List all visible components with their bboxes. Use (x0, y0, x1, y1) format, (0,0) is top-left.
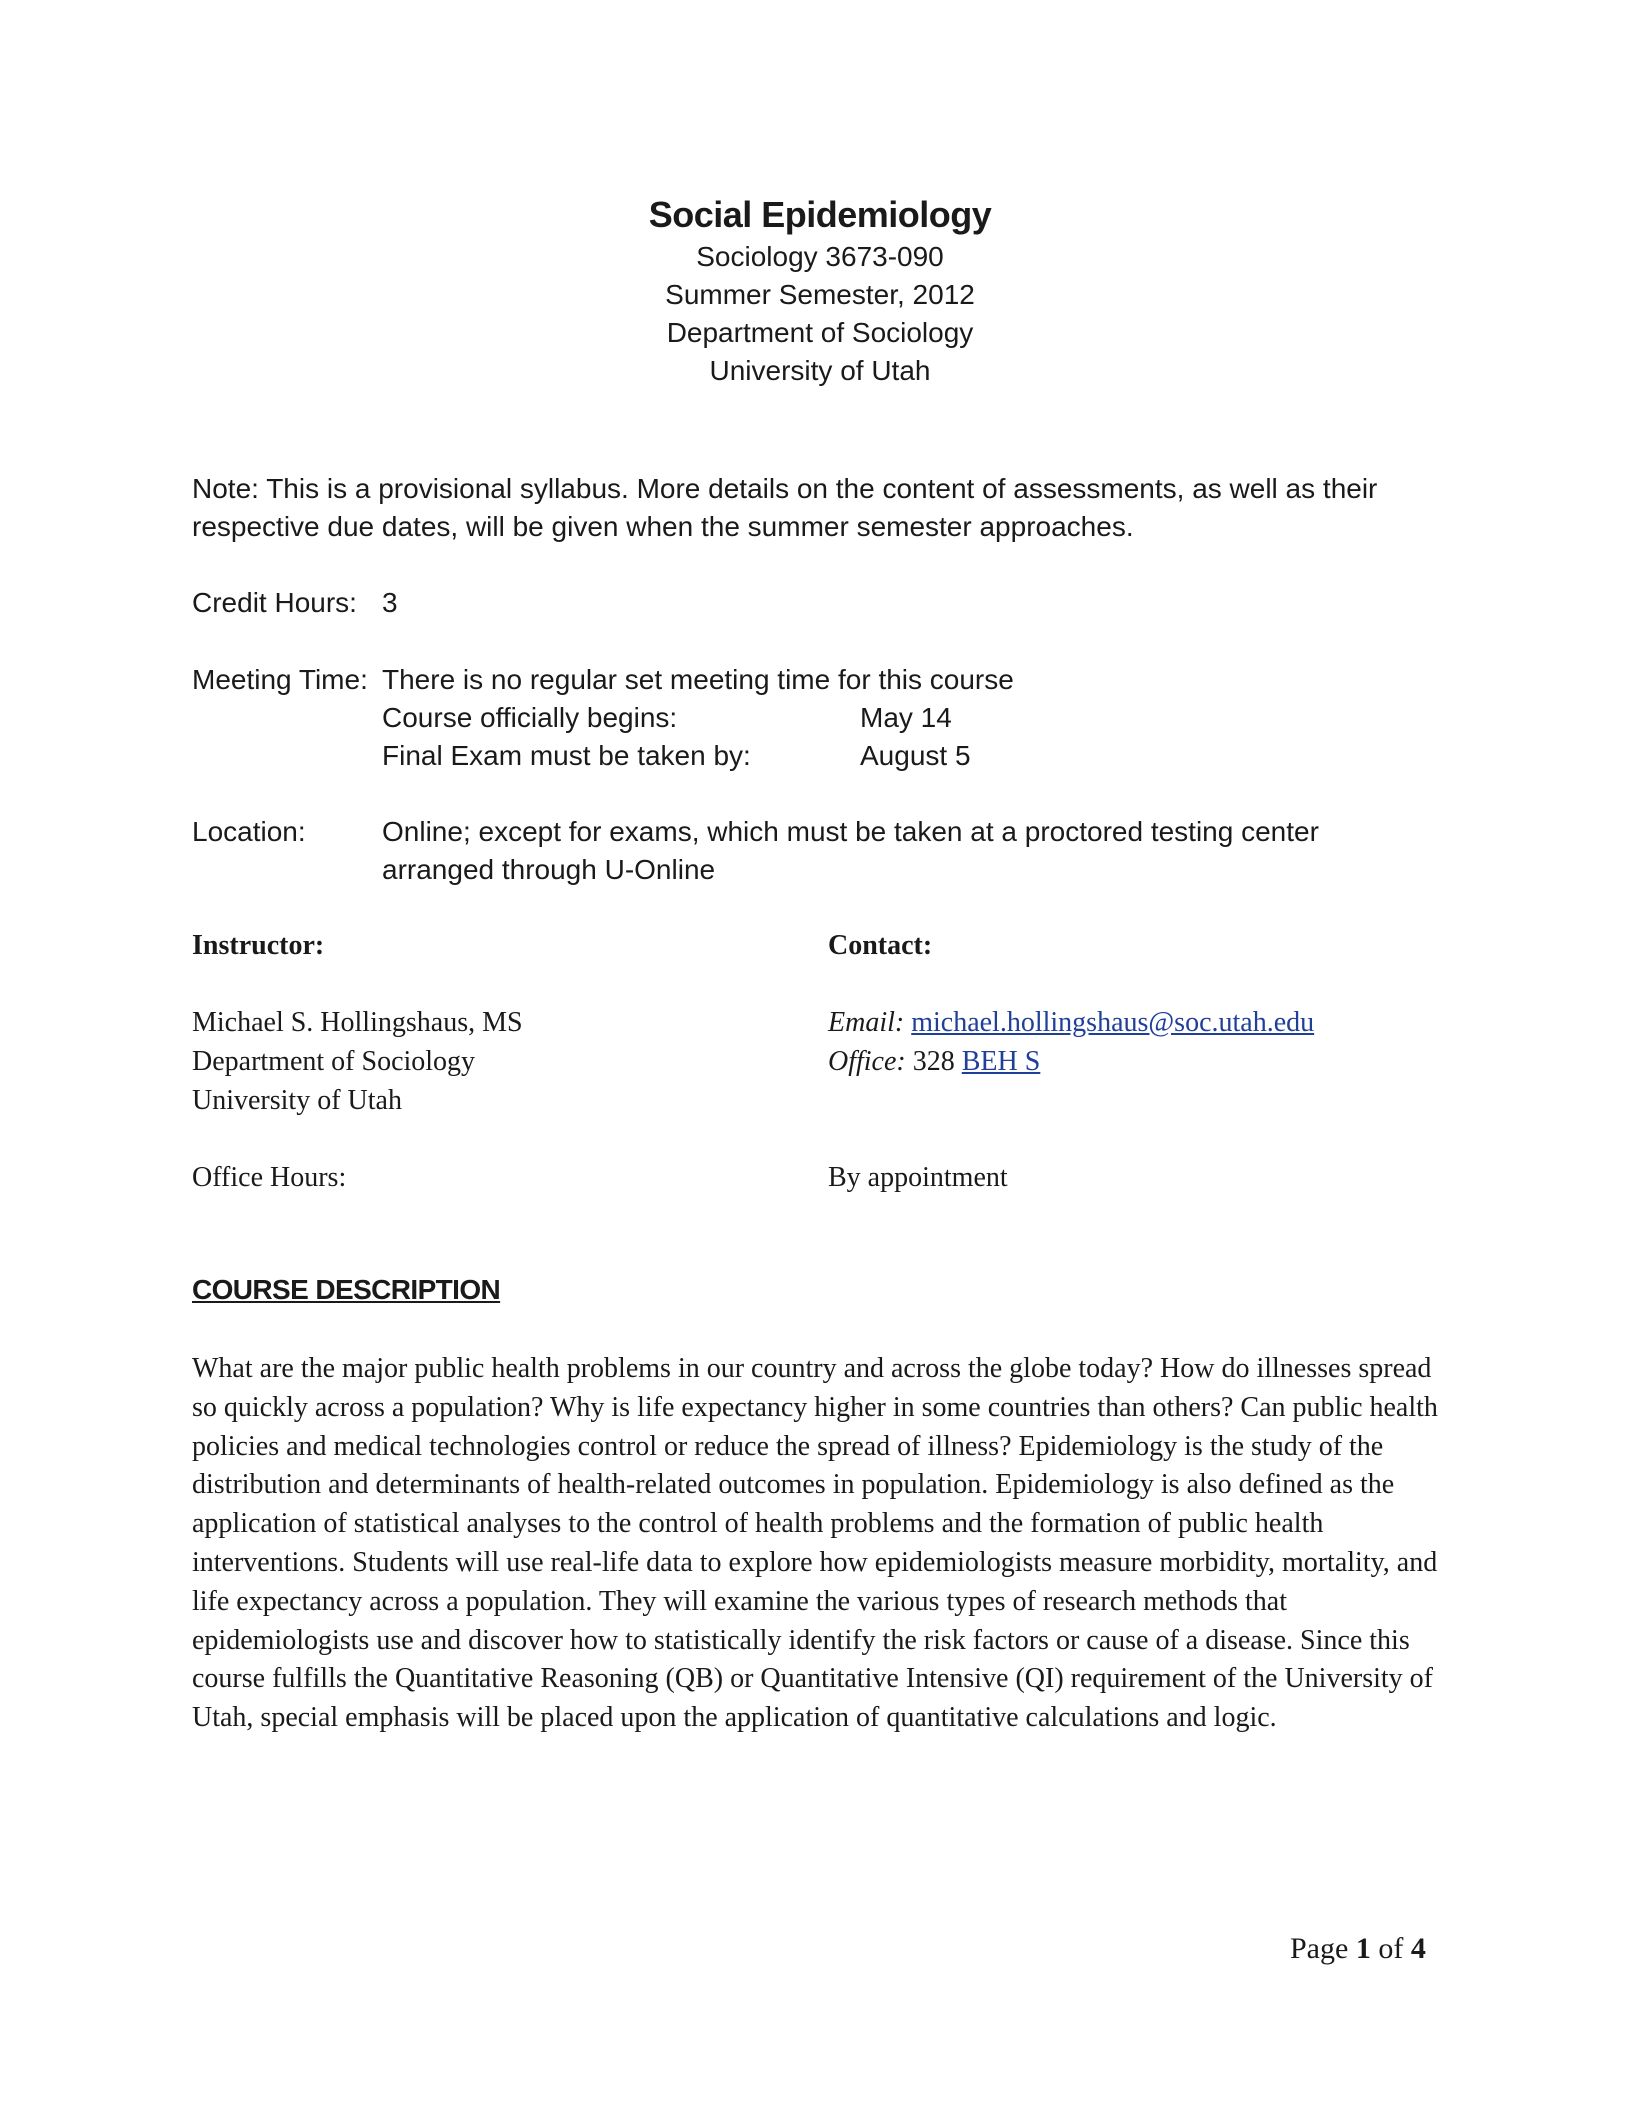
syllabus-header (0, 192, 1640, 390)
course-number: Sociology 3673-090 (696, 241, 944, 272)
final-exam-deadline (382, 737, 971, 775)
contact-info (828, 1003, 1314, 1081)
instructor-name: Michael S. Hollingshaus, MS (192, 1007, 523, 1038)
page-number (1290, 1932, 1426, 1966)
course-description (192, 1350, 1442, 1738)
total-pages: 4 (1410, 1932, 1426, 1965)
final-exam-label: Final Exam must be taken by: (382, 740, 751, 771)
current-page: 1 (1355, 1932, 1371, 1965)
location-value: Online; except for exams, which must be taken at a proctored testing center arranged through U-Online (382, 816, 1319, 885)
office-label: Office: (828, 1046, 906, 1077)
semester: Summer Semester, 2012 (665, 279, 975, 310)
department: Department of Sociology (666, 317, 974, 348)
meeting-time-value: There is no regular set meeting time for this course (382, 664, 1014, 695)
email-label: Email: (828, 1007, 905, 1038)
credit-hours (192, 584, 398, 622)
office-hours-label: Office Hours: (192, 1162, 347, 1193)
contact-heading: Contact: (828, 930, 933, 961)
course-description-heading: COURSE DESCRIPTION (192, 1274, 501, 1305)
office-hours-value: By appointment (828, 1162, 1008, 1193)
course-title: Social Epidemiology (648, 194, 992, 235)
final-exam-date: August 5 (860, 740, 971, 771)
email-link[interactable]: michael.hollingshaus@soc.utah.edu (911, 1007, 1315, 1038)
instructor-university: University of Utah (192, 1085, 402, 1116)
office-building-link[interactable]: BEH S (961, 1046, 1041, 1077)
credit-hours-value: 3 (382, 587, 398, 618)
office-room: 328 (912, 1046, 955, 1077)
university: University of Utah (709, 355, 931, 386)
meeting-time-label: Meeting Time: (192, 664, 368, 695)
credit-hours-label: Credit Hours: (192, 587, 357, 618)
course-description-text: What are the major public health problems in our country and across the globe today? How do illnesses spread so quickly across a population? Why is life expectancy higher in some countries than others? Can public health policies and medical technologies control or reduce the spread of illness? Epidemiology is the study of the distribution and determinants of health-related outcomes in population. Epidemiology is also defined as the application of statistical analyses to the control of health problems and the formation of public health interventions. Students will use real-life data to explore how epidemiologists measure morbidity, mortality, and life expectancy across a population. They will examine the various types of research methods that epidemiologists use and discover how to statistically identify the risk factors or cause of a disease. Since this course fulfills the Quantitative Reasoning (QB) or Quantitative Intensive (QI) requirement of the University of Utah, special emphasis will be placed upon the application of quantitative calculations and logic. (192, 1353, 1438, 1734)
page-word: Page (1290, 1932, 1349, 1965)
of-word: of (1378, 1932, 1404, 1965)
course-begins-label: Course officially begins: (382, 702, 678, 733)
instructor-info (192, 1003, 523, 1120)
location-label: Location: (192, 816, 306, 847)
instructor-department: Department of Sociology (192, 1046, 476, 1077)
location (192, 813, 1392, 885)
course-begins (382, 699, 952, 737)
instructor-heading: Instructor: (192, 930, 325, 961)
provisional-note: Note: This is a provisional syllabus. More details on the content of assessments, as well as their respective due dates, will be given when the summer semester approaches. (192, 473, 1378, 542)
meeting-time (192, 661, 1014, 771)
email-line (828, 1003, 1314, 1042)
course-begins-date: May 14 (860, 702, 952, 733)
office-line (828, 1042, 1314, 1081)
